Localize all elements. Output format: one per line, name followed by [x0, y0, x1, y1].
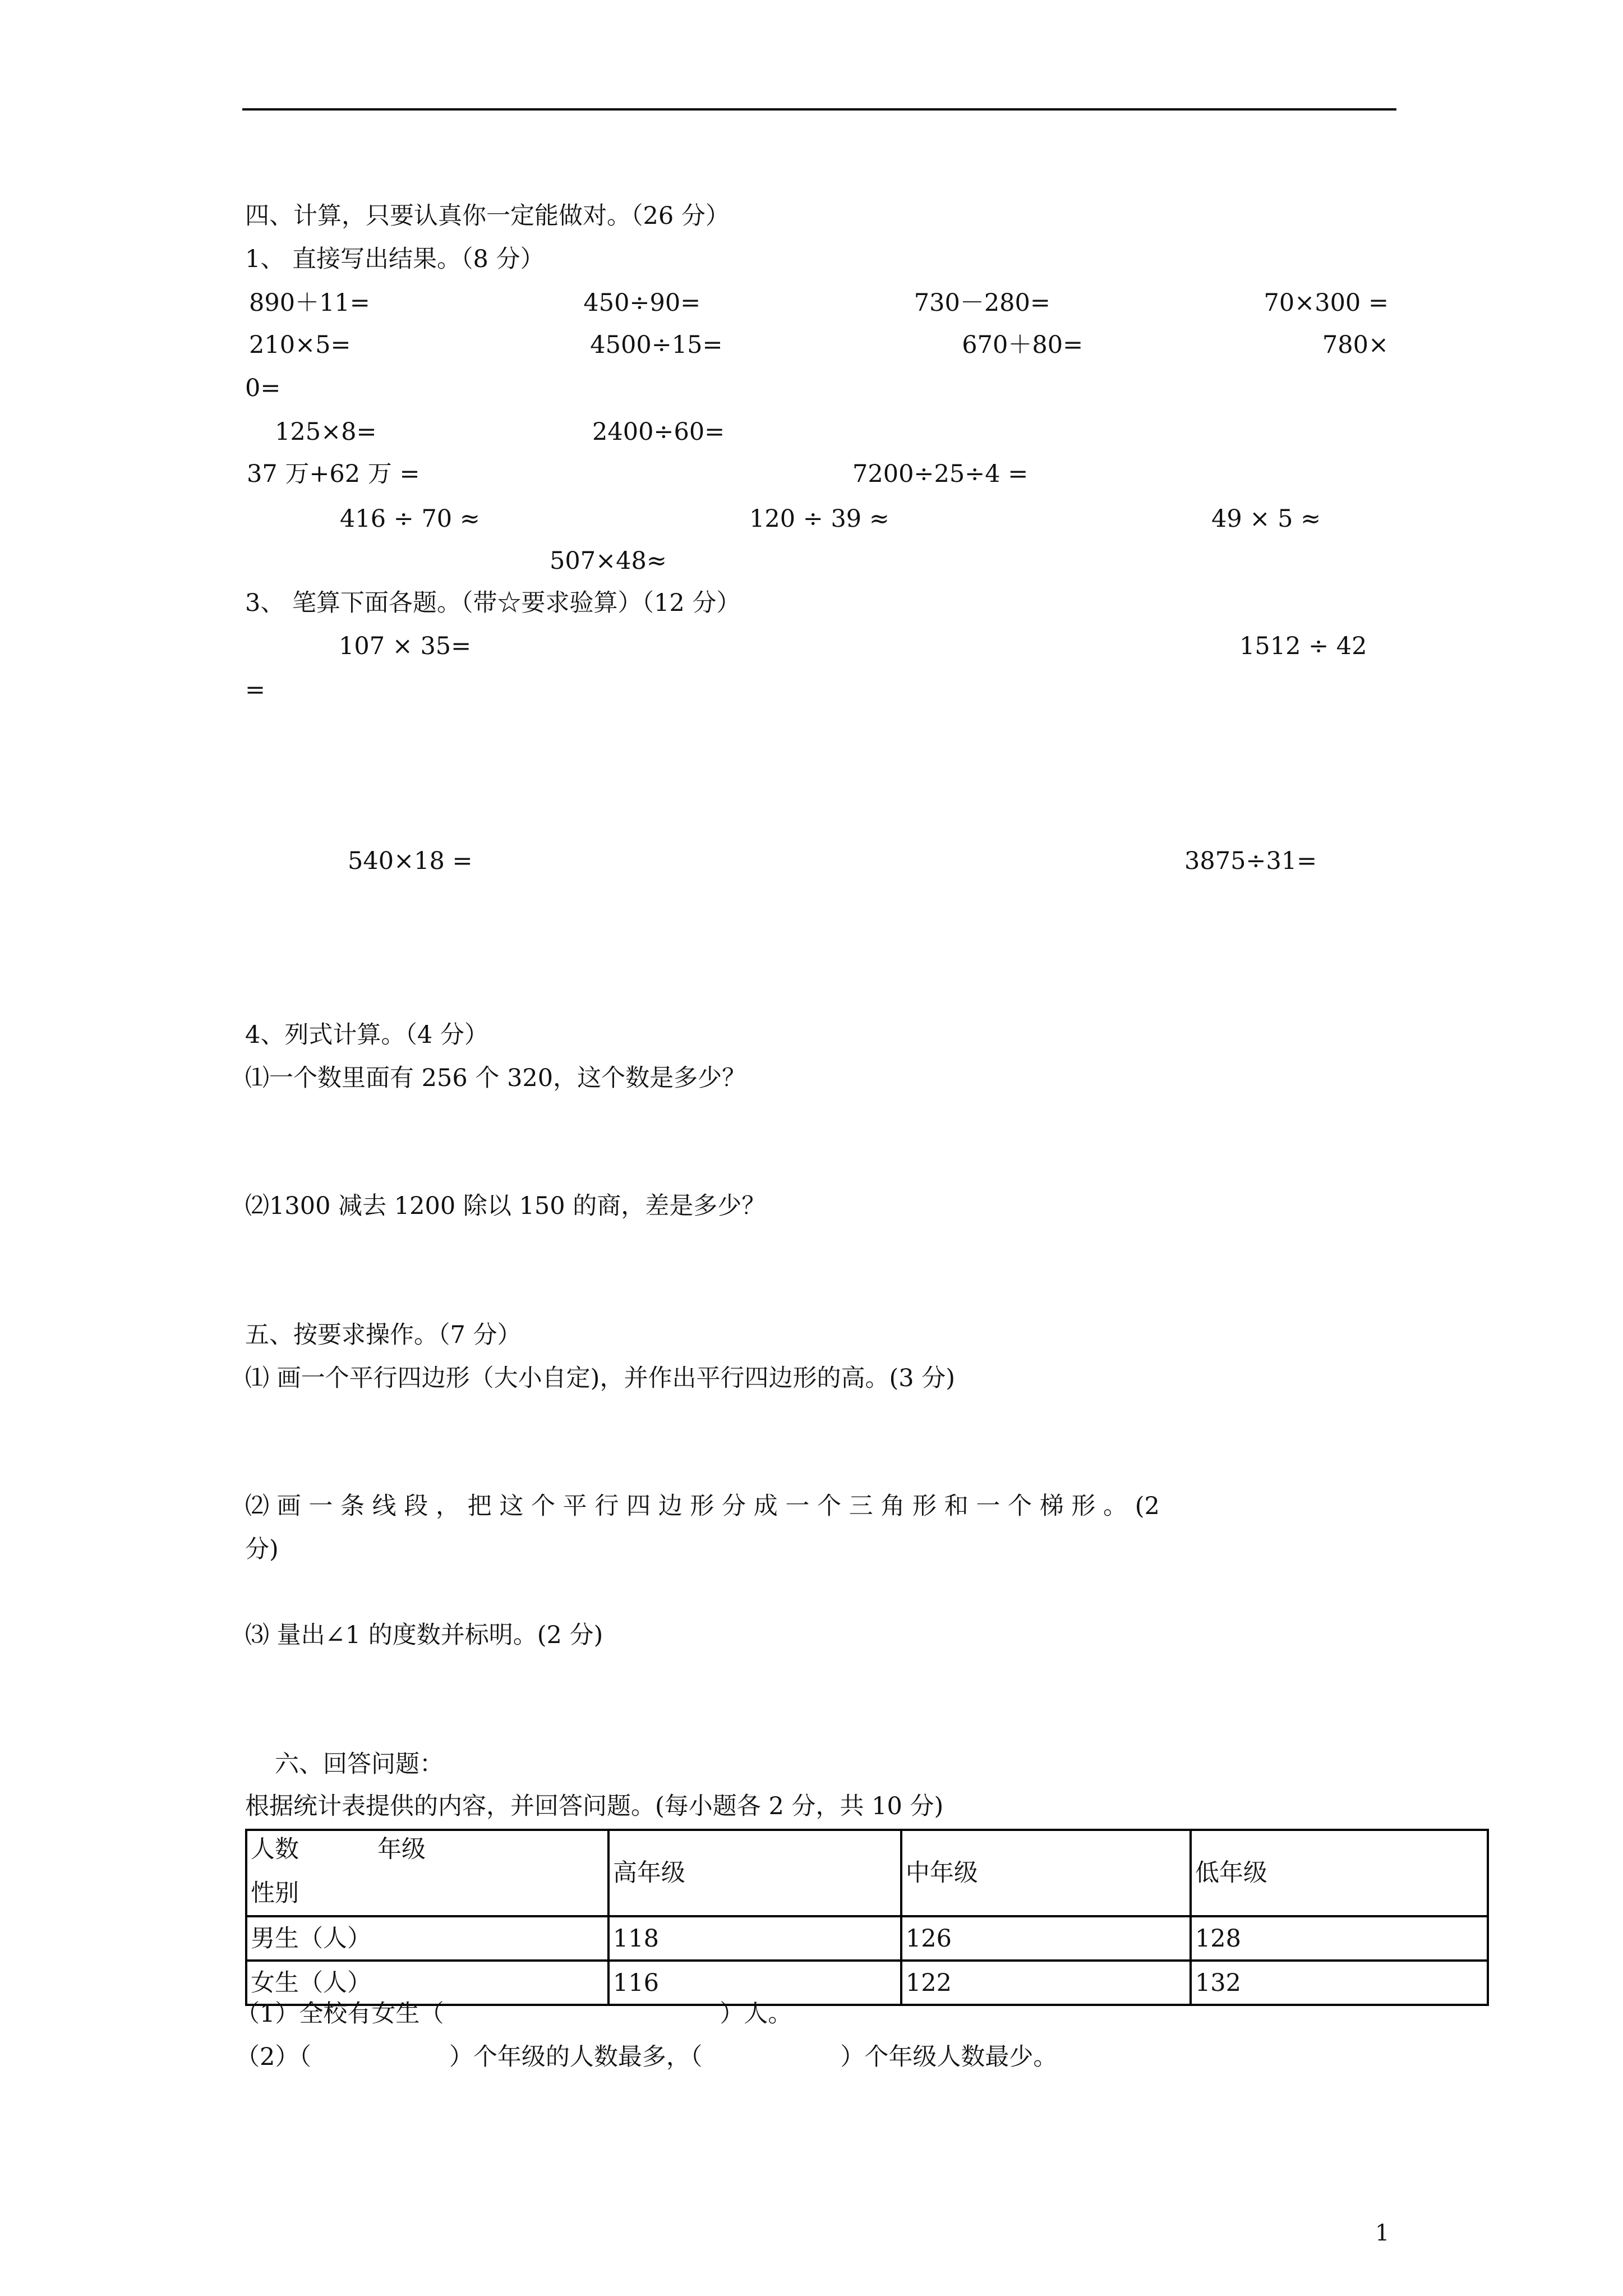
table-row-label: 男生（人） — [246, 1916, 608, 1961]
table-cell: 128 — [1191, 1916, 1488, 1961]
q1-item: 120 ÷ 39 ≈ — [749, 505, 889, 533]
s5-item-2-wrap: 分) — [245, 1535, 279, 1563]
header-gender: 性别 — [251, 1879, 299, 1907]
header-grade: 年级 — [377, 1835, 426, 1864]
q4-item-1: ⑴一个数里面有 256 个 320，这个数是多少？ — [245, 1064, 746, 1092]
q3-item: 1512 ÷ 42 — [1239, 632, 1367, 660]
q1-row-1 — [249, 286, 1389, 320]
s6-intro: 根据统计表提供的内容，并回答问题。(每小题各 2 分，共 10 分) — [245, 1792, 944, 1820]
table-cell: 118 — [608, 1916, 901, 1961]
q1-item: 4500÷15= — [590, 331, 723, 359]
q1-title: 1、 直接写出结果。（8 分） — [245, 245, 545, 273]
section-6-heading: 六、回答问题： — [275, 1750, 444, 1778]
q1-item: 70×300 = — [1264, 289, 1389, 317]
q1-item: 890＋11= — [249, 289, 370, 317]
table-header-cell: 低年级 — [1191, 1830, 1488, 1916]
q1-item: 507×48≈ — [550, 547, 667, 575]
page-number: 1 — [1375, 2220, 1390, 2246]
q1-item: 416 ÷ 70 ≈ — [340, 505, 480, 533]
table-row — [246, 1916, 1488, 1961]
header-people: 人数 — [251, 1835, 299, 1864]
q4-item-2: ⑵1300 减去 1200 除以 150 的商，差是多少？ — [245, 1192, 766, 1220]
stats-table — [245, 1829, 1489, 2006]
s5-item-3: ⑶ 量出∠1 的度数并标明。(2 分) — [245, 1621, 603, 1649]
s6-question-1: （1）全校有女生（ ）人。 — [236, 2000, 792, 2028]
q1-item: 37 万+62 万 = — [247, 460, 420, 488]
q3-item: 3875÷31= — [1184, 847, 1317, 875]
q3-item: 540×18 = — [348, 847, 473, 875]
q1-item: 450÷90= — [583, 289, 701, 317]
q1-item: 2400÷60= — [592, 418, 725, 446]
q3-item: 107 × 35= — [339, 632, 472, 660]
s5-item-1: ⑴ 画一个平行四边形（大小自定)，并作出平行四边形的高。(3 分) — [245, 1364, 956, 1392]
q1-item: 49 × 5 ≈ — [1211, 505, 1321, 533]
table-header-row — [246, 1830, 1488, 1916]
table-cell: 116 — [608, 1961, 901, 2005]
section-4-heading: 四、计算，只要认真你一定能做对。（26 分） — [245, 202, 730, 230]
q3-title: 3、 笔算下面各题。（带☆要求验算）（12 分） — [245, 589, 741, 617]
q1-item: 125×8= — [275, 418, 377, 446]
q1-item-wrap: 0= — [245, 374, 281, 402]
table-header-cell: 中年级 — [901, 1830, 1191, 1916]
section-5-heading: 五、按要求操作。（7 分） — [245, 1321, 522, 1349]
q3-item-wrap: = — [245, 676, 266, 704]
q1-item: 7200÷25÷4 = — [852, 460, 1029, 488]
table-corner-header — [246, 1830, 608, 1916]
q1-item: 670＋80= — [962, 331, 1083, 359]
s6-question-2: （2）（ ）个年级的人数最多，（ ）个年级人数最少。 — [236, 2043, 1058, 2071]
table-cell: 122 — [901, 1961, 1191, 2005]
table-header-cell: 高年级 — [608, 1830, 901, 1916]
q1-item: 780× — [1322, 331, 1389, 359]
table-cell: 132 — [1191, 1961, 1488, 2005]
header-rule — [242, 108, 1396, 111]
table-row-label: 女生（人） — [246, 1961, 608, 2005]
q1-item: 210×5= — [249, 331, 351, 359]
q1-row-2 — [249, 328, 1389, 362]
table-cell: 126 — [901, 1916, 1191, 1961]
q4-title: 4、列式计算。（4 分） — [245, 1021, 488, 1049]
s5-item-2: ⑵ 画 一 条 线 段 ， 把 这 个 平 行 四 边 形 分 成 一 个 三 角 形 和 一 个 梯 形 。 (2 — [245, 1492, 1160, 1520]
q1-item: 730－280= — [914, 289, 1050, 317]
